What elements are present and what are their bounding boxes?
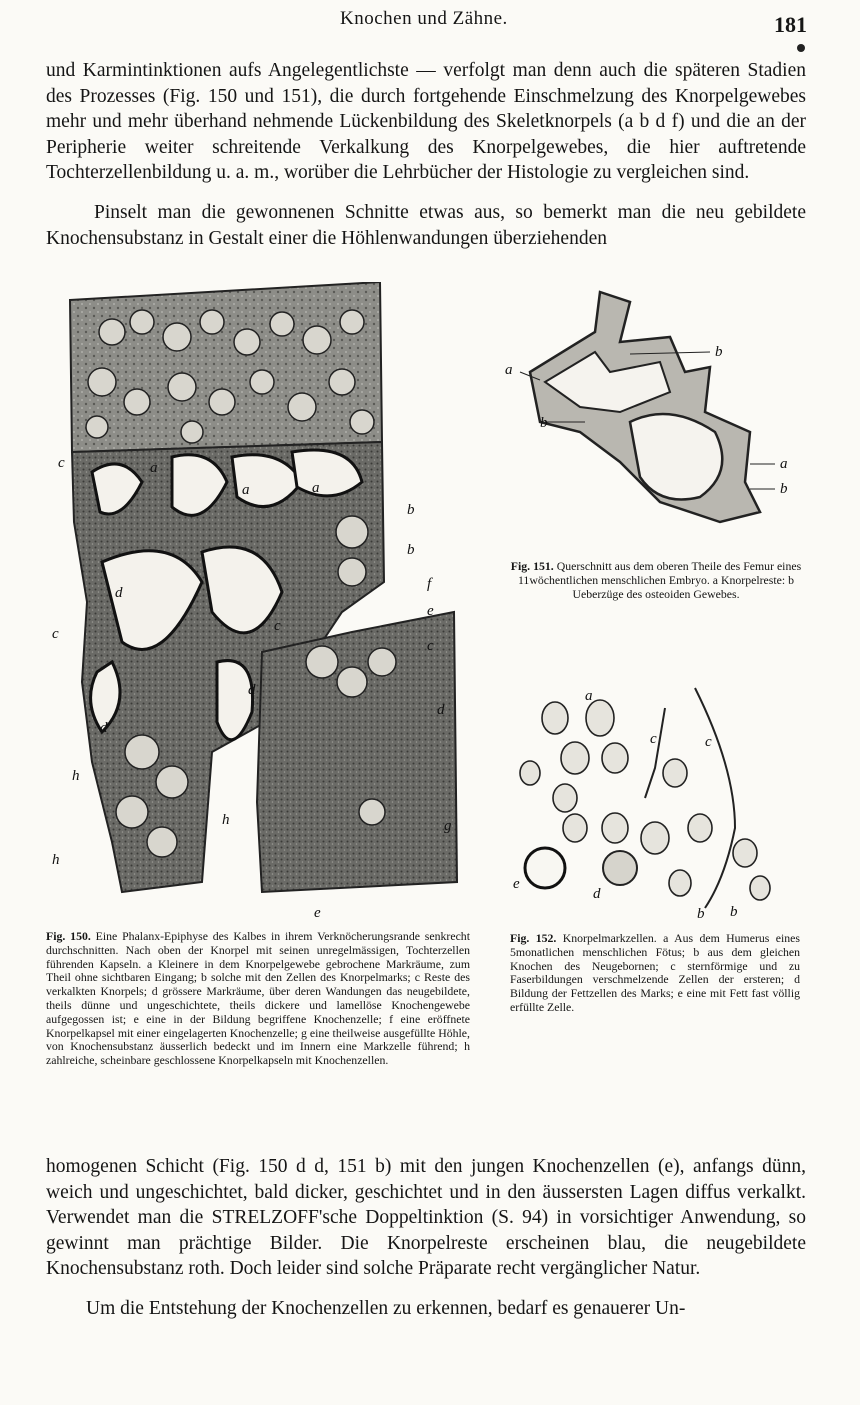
- svg-text:b: b: [540, 415, 548, 431]
- svg-text:h: h: [222, 812, 230, 828]
- figure-150-illustration: [52, 282, 462, 922]
- svg-text:a: a: [780, 456, 788, 472]
- svg-text:a: a: [585, 688, 593, 704]
- svg-text:b: b: [715, 344, 723, 360]
- figure-152-caption-label: Fig. 152.: [510, 931, 557, 945]
- svg-text:a: a: [312, 480, 320, 496]
- figure-152-drawing: [505, 678, 795, 920]
- svg-text:h: h: [52, 852, 60, 868]
- paragraph-3: homogenen Schicht (Fig. 150 d d, 151 b) mit den jungen Knochenzellen (e), anfangs dünn, weich und ungeschichtet, bald dicker, geschichtet und in den äussersten Lagen diffus verkalkt. Verwendet man die STRELZOFF'sche Doppeltinktion (S. 94) in vorsichtiger Anwendung, so gewinnt man prächtige Bilder. Die Knorpelreste erscheinen blau, die neugebildete Knochensubstanz roth. Doch leider sind solche Präparate recht vergänglicher Natur.: [46, 1156, 806, 1279]
- figure-151-drawing: [500, 282, 800, 562]
- svg-text:b: b: [697, 906, 705, 920]
- svg-text:c: c: [427, 638, 434, 654]
- svg-text:e: e: [314, 905, 321, 921]
- figure-152-caption: [510, 932, 800, 1015]
- figure-150-caption: [46, 930, 470, 1068]
- svg-text:a: a: [242, 482, 250, 498]
- figure-151-illustration: [500, 282, 800, 562]
- figure-152-illustration: [505, 678, 795, 920]
- figure-152-caption-text: Knorpelmarkzellen. a Aus dem Humerus eines 5monatlichen menschlichen Fötus; b aus dem gleichen Knochen des Neugebornen; c sternförmige und zu Faserbildungen verschmelzende Zellen der ersteren; d Bildung der Fettzellen des Marks; e eine mit Fett fast völlig erfüllte Zelle.: [510, 931, 800, 1014]
- ink-speck: [797, 44, 805, 52]
- figure-150-drawing: [52, 282, 462, 922]
- svg-text:d: d: [115, 585, 123, 601]
- svg-text:c: c: [52, 626, 59, 642]
- figure-151-caption-label: Fig. 151.: [510, 559, 554, 573]
- svg-text:g: g: [444, 818, 452, 834]
- svg-text:d: d: [100, 720, 108, 736]
- figure-150-caption-label: Fig. 150.: [46, 929, 91, 943]
- svg-text:e: e: [427, 603, 434, 619]
- svg-text:h: h: [72, 768, 80, 784]
- svg-text:b: b: [780, 481, 788, 497]
- svg-text:a: a: [505, 362, 513, 378]
- svg-text:b: b: [407, 542, 415, 558]
- svg-text:b: b: [407, 502, 415, 518]
- svg-text:d: d: [248, 682, 256, 698]
- figure-151-caption: [508, 560, 804, 601]
- svg-text:d: d: [437, 702, 445, 718]
- paragraph-2: Pinselt man die gewonnenen Schnitte etwas aus, so bemerkt man die neu gebildete Knochensubstanz in Gestalt einer die Höhlenwandungen überziehenden: [46, 202, 806, 249]
- svg-text:c: c: [274, 618, 281, 634]
- figure-150-caption-text: Eine Phalanx-Epiphyse des Kalbes in ihrem Verknöcherungsrande senkrecht durchschnitten. Nach oben der Knorpel mit seinen unregelmässigen, Tochterzellen führenden Kapseln. a Kleinere in dem Knorpelgewebe gebrochene Markräume, zum Theil ohne sichtbaren Eingang; b solche mit den Zellen des Knorpelmarks; c Reste des verkalkten Knorpels; d grössere Markräume, über deren Wandungen das neugebildete, theils dünne und ungeschichtete, theils dickere und lamellöse Knochengewebe aufgegossen ist; e eine in der Bildung begriffene Knochenzelle; f eine eröffnete Knorpelkapsel mit einer eingelagerten Knochenzelle; g eine theilweise ausgefüllte Höhle, von Knochensubstanz äusserlich bedeckt und im Innern eine Markzelle führend; h zahlreiche, scheinbare geschlossene Knorpelkapseln mit Knochenzellen.: [46, 929, 470, 1068]
- svg-text:c: c: [58, 455, 65, 471]
- svg-text:c: c: [650, 731, 657, 747]
- page-number: 181: [774, 12, 807, 37]
- svg-text:b: b: [730, 904, 738, 920]
- svg-text:a: a: [150, 460, 158, 476]
- svg-text:d: d: [593, 886, 601, 902]
- svg-text:c: c: [705, 734, 712, 750]
- figure-151-caption-text: Querschnitt aus dem oberen Theile des Femur eines 11wöchentlichen menschlichen Embryo. a Knorpelreste: b Ueberzüge des osteoiden Gewebes.: [517, 559, 802, 601]
- paragraph-1: und Karmintinktionen aufs Angelegentlichste — verfolgt man denn auch die späteren Stadien des Prozesses (Fig. 150 und 151), die durch fortgehende Einschmelzung des Knorpelgewebes mehr und mehr überhand nehmende Lückenbildung des Skeletknorpels (a b d f) und die an der Peripherie weiter schreitende Verkalkung des Knorpelgewebes, die hier auftretende Tochterzellenbildung u. a. m., worüber die Lehrbücher der Histologie zu vergleichen sind.: [46, 60, 806, 183]
- paragraph-4: Um die Entstehung der Knochenzellen zu erkennen, bedarf es genauerer Un-: [86, 1298, 686, 1319]
- svg-text:e: e: [513, 876, 520, 892]
- running-head: Knochen und Zähne.: [340, 8, 508, 29]
- svg-text:f: f: [427, 576, 432, 592]
